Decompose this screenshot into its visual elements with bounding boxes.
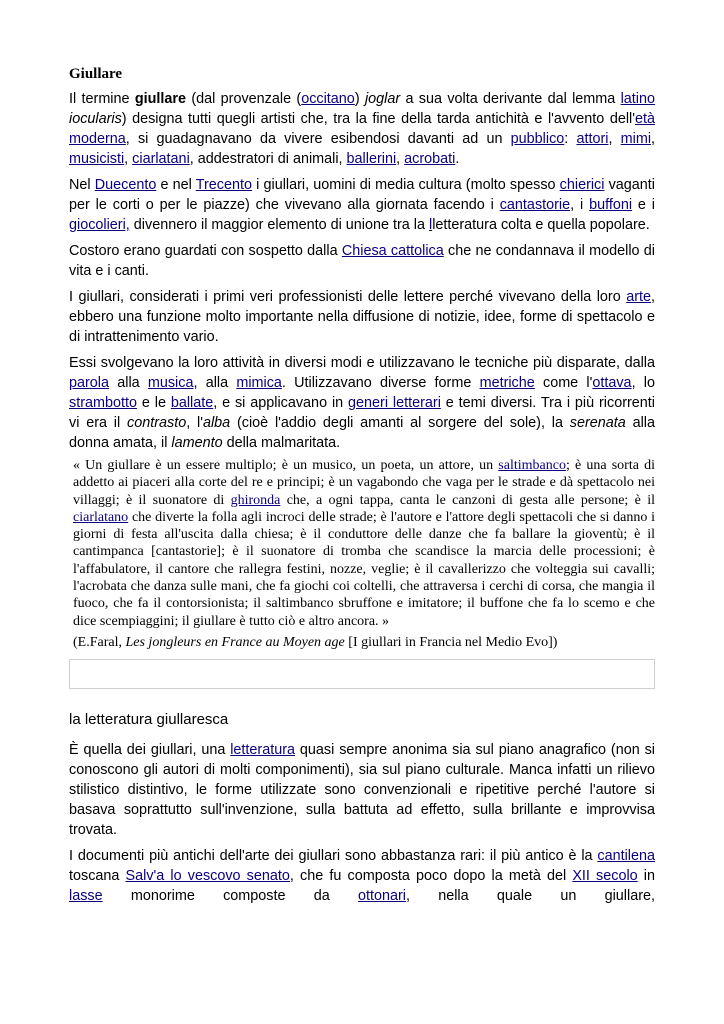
professionals-paragraph: I giullari, considerati i primi veri professionisti delle lettere perché vivevano della loro arte, ebbero una funzione molto importante nella diffusione di notizie, idee, forme di spettacolo e di intrattenimento vario. [69,289,655,345]
link-cantilena[interactable]: cantilena [597,847,655,864]
link-ballate[interactable]: ballate [170,395,214,411]
link-pubblico[interactable]: pubblico [510,131,565,147]
link-salva-lo-vescovo-senato[interactable]: Salv'a lo vescovo senato [125,867,290,884]
link-metriche[interactable]: metriche [479,375,535,391]
link-duecento[interactable]: Duecento [94,177,157,193]
documents-paragraph: I documenti più antichi dell'arte dei giullari sono abbastanza rari: il più antico è la cantilena toscana Salv'a lo vescovo senato, che fu composta poco dopo la metà del XII secolo in lasse monorime composte da ottonari, nella quale un giullare, [69,847,655,904]
link-latino[interactable]: latino [620,91,655,107]
term-giullare: giullare [134,91,187,107]
link-musicisti[interactable]: musicisti [69,151,125,167]
techniques-paragraph: Essi svolgevano la loro attività in diversi modi e utilizzavano le tecniche più disparate, dalla parola alla musica, alla mimica. Utilizzavano diverse forme metriche come l'ottava, lo strambotto e le ballate, e si applicavano in generi letterari e temi diversi. Tra i più ricorrenti vi era il contrasto, l'alba (cioè l'addio degli amanti al sorgere del sole), la serenata alla donna amata, il lamento della malmaritata. [69,355,655,451]
link-acrobati[interactable]: acrobati [404,151,456,167]
link-parola[interactable]: parola [69,375,110,391]
quote-citation: (E.Faral, Les jongleurs en France au Moyen age [I giullari in Francia nel Medio Evo]) [73,634,558,650]
link-strambotto[interactable]: strambotto [69,395,137,411]
link-ciarlatano[interactable]: ciarlatano [73,509,129,525]
link-lasse[interactable]: lasse [69,887,103,904]
section-heading: la letteratura giullaresca [69,710,229,728]
link-ottonari[interactable]: ottonari [357,887,406,904]
link-giocolieri[interactable]: giocolieri, [69,217,130,233]
link-buffoni[interactable]: buffoni [589,197,633,213]
link-eta-moderna[interactable]: età moderna [69,111,655,147]
link-musica[interactable]: musica [147,375,194,391]
link-ciarlatani[interactable]: ciarlatani [132,151,190,167]
link-trecento[interactable]: Trecento [195,177,253,193]
document-page [69,66,655,912]
giullaresca-paragraph: È quella dei giullari, una letteratura quasi sempre anonima sia sul piano anagrafico (non si conoscono gli autori di molti componimenti), sia sul piano culturale. Manca infatti un rilievo stilistico distintivo, le forme utilizzate sono convenzionali e ripetitive perché l'autore si basava soprattutto sull'invenzione, sulla battuta ad effetto, sulla brillante e improvvisa trovata. [69,741,655,838]
link-mimi[interactable]: mimi [620,131,652,147]
link-letteratura[interactable]: letteratura [230,741,296,758]
empty-box [69,659,655,689]
link-generi-letterari[interactable]: generi letterari [348,395,441,411]
intro-paragraph: Il termine giullare (dal provenzale (occitano) joglar a sua volta derivante dal lemma latino iocularis) designa tutti quegli artisti che, tra la fine della tarda antichità e l'avvento dell'età moderna, si guadagnavano da vivere esibendosi davanti ad un pubblico: attori, mimi, musicisti, ciarlatani, addestratori di animali, ballerini, acrobati. [69,91,656,167]
link-occitano[interactable]: occitano [301,91,355,107]
link-ghironda[interactable]: ghironda [230,492,281,508]
page-title: Giullare [69,66,123,82]
link-ottava[interactable]: ottava [592,375,632,391]
link-saltimbanco[interactable]: saltimbanco [498,458,566,473]
faral-quote: « Un giullare è un essere multiplo; è un musico, un poeta, un attore, un saltimbanco; è una sorta di addetto ai piaceri alla corte del re e principi; è un vagabondo che vaga per le strade e dà spettacolo nei villaggi; è il suonatore di ghironda che, a ogni tappa, canta le canzoni di gesta alle persone; è il ciarlatano che diverte la folla agli incroci delle strade; è l'autore e l'attore degli spettacoli che si danno i giorni di festa all'uscita dalla chiesa; è il conduttore delle danze che fa ballare la gioventù; è il cantimpanca [cantastorie]; è il suonatore di tromba che scandisce la marcia delle processioni; è l'affabulatore, il cantore che rallegra festini, nozze, veglie; è il cavallerizzo che volteggia sui cavalli; l'acrobata che danza sulle mani, che fa giochi coi coltelli, che attraversa i cerchi di corsa, che mangia il fuoco, che fa il contorsionista; il saltimbanco sbruffone e imitatore; il buffone che fa lo scemo e che dice scempiaggini; il giullare è tutto ciò e altro ancora. » [73,458,655,629]
link-chierici[interactable]: chierici [559,177,605,193]
link-ballerini[interactable]: ballerini [346,151,397,167]
link-chiesa-cattolica[interactable]: Chiesa cattolica [341,243,444,259]
link-attori[interactable]: attori [576,131,609,147]
history-paragraph: Nel Duecento e nel Trecento i giullari, uomini di media cultura (molto spesso chierici vaganti per le corti o per le piazze) che vivevano alla giornata facendo i cantastorie, i buffoni e i giocolieri, divennero il maggior elemento di unione tra la lletteratura colta e quella popolare. [69,177,656,233]
link-arte[interactable]: arte [626,289,651,305]
church-paragraph: Costoro erano guardati con sospetto dalla Chiesa cattolica che ne condannava il modello di vita e i canti. [69,243,655,279]
link-cantastorie[interactable]: cantastorie [499,197,571,213]
link-xii-secolo[interactable]: XII secolo [572,867,638,884]
link-letteratura-l[interactable]: l [428,217,433,233]
link-mimica[interactable]: mimica [236,375,282,391]
